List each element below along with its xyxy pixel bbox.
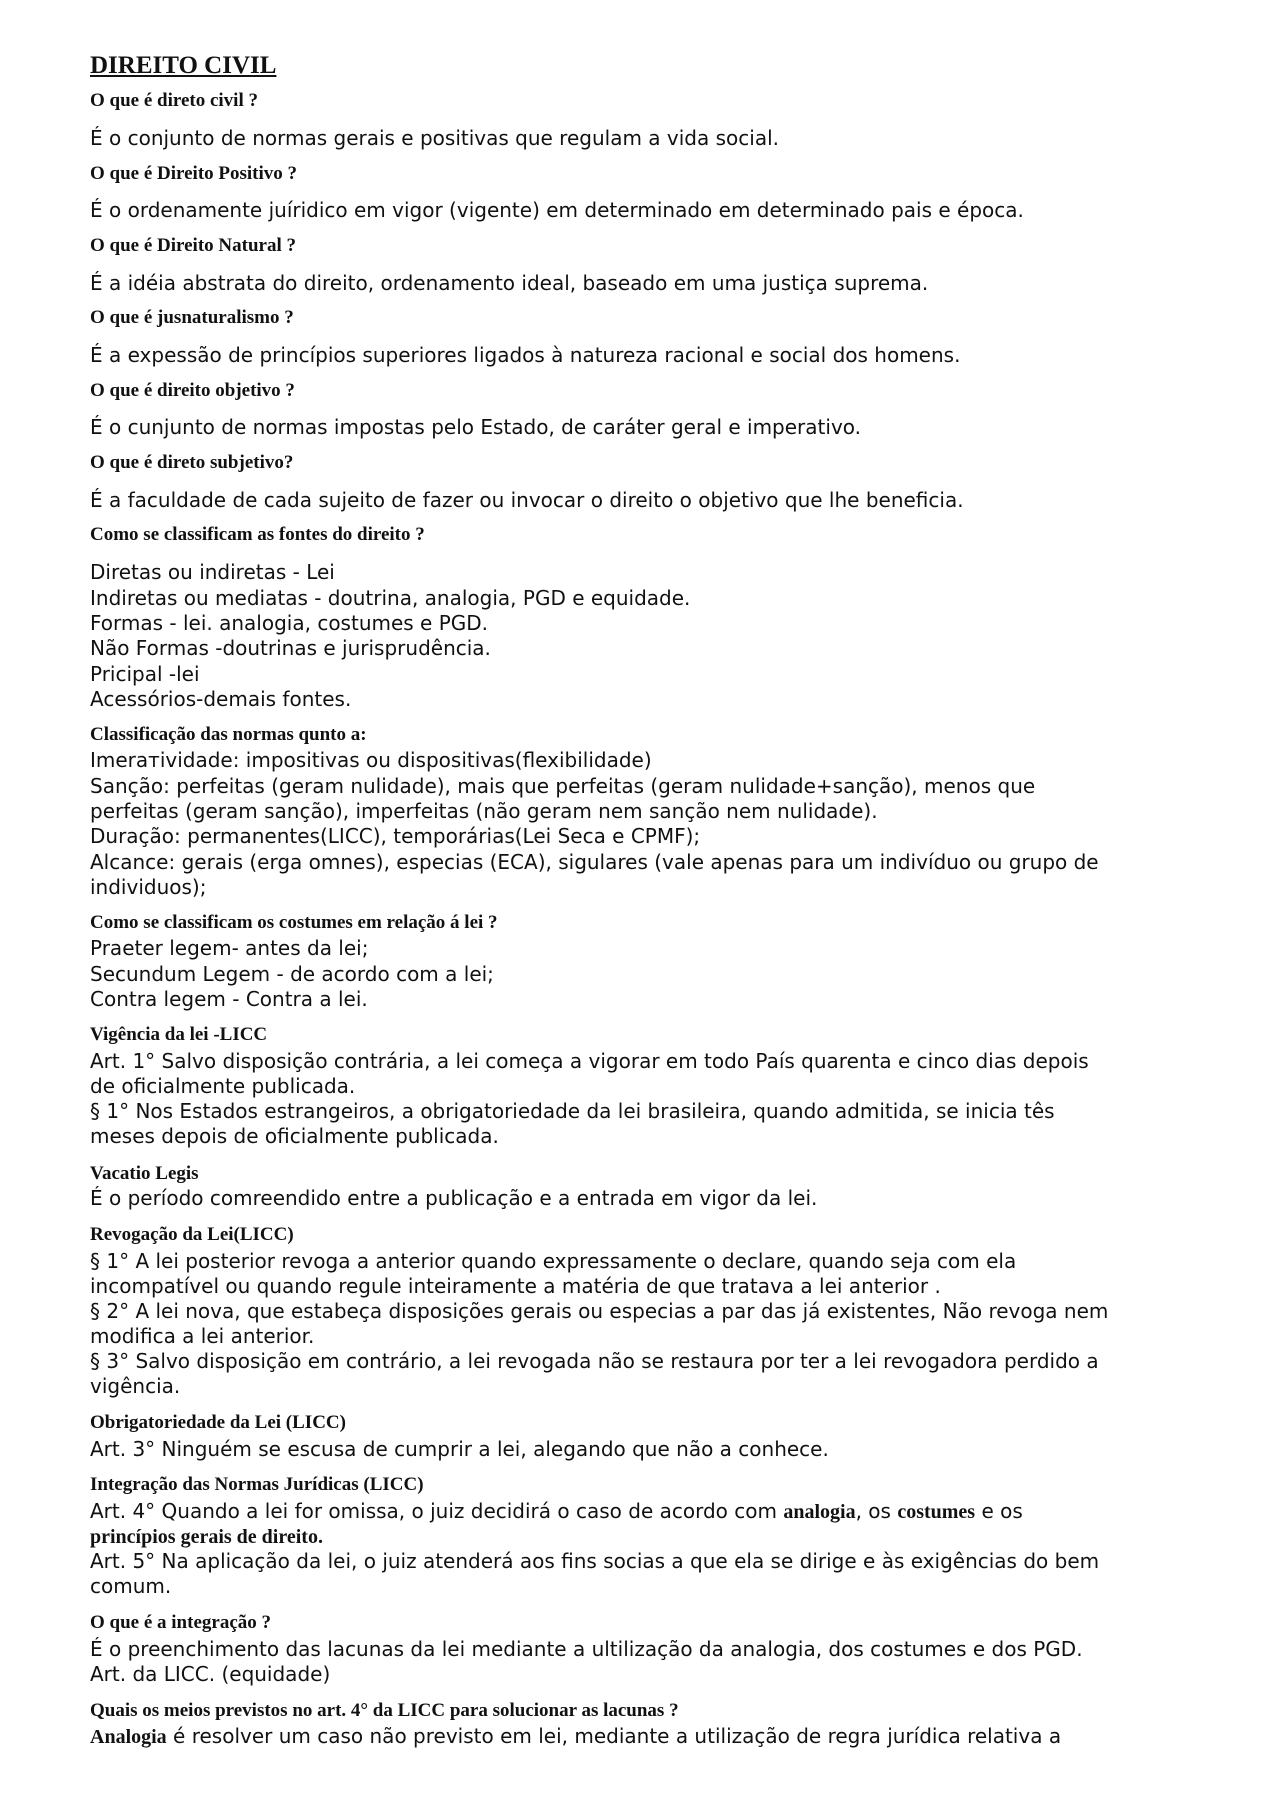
answer-text: É o cunjunto de normas impostas pelo Estado, de caráter geral e imperativo. <box>90 415 862 439</box>
answer-line: vigência. <box>90 1374 181 1398</box>
question-heading: Como se classificam as fontes do direito ? <box>90 524 425 545</box>
answer-text: Art. 3° Ninguém se escusa de cumprir a lei, alegando que não a conhece. <box>90 1437 829 1461</box>
answer-line: Indiretas ou mediatas - doutrina, analogia, PGD e equidade. <box>90 586 691 610</box>
answer-line: Formas - lei. analogia, costumes e PGD. <box>90 611 489 635</box>
answer-line: Pricipal -lei <box>90 662 200 686</box>
answer-line <box>90 1724 1061 1749</box>
question-heading: O que é Direito Positivo ? <box>90 163 298 184</box>
answer-line: Praeter legem- antes da lei; <box>90 936 369 960</box>
document-title: DIREITO CIVIL <box>90 52 277 79</box>
answer-line: Art. da LICC. (equidade) <box>90 1662 331 1686</box>
answer-line: comum. <box>90 1574 172 1598</box>
answer-line: § 1° A lei posterior revoga a anterior quando expressamente o declare, quando seja com ela <box>90 1249 1017 1273</box>
emphasis-principios: princípios gerais de direito. <box>90 1526 323 1548</box>
answer-line: Sanção: perfeitas (geram nulidade), mais que perfeitas (geram nulidade+sanção), menos que <box>90 774 1036 798</box>
answer-line: perfeitas (geram sanção), imperfeitas (não geram nem sanção nem nulidade). <box>90 799 878 823</box>
question-heading: O que é a integração ? <box>90 1612 272 1633</box>
question-heading: O que é Direito Natural ? <box>90 235 296 256</box>
question-heading: O que é direto subjetivo? <box>90 452 294 473</box>
answer-text: É a faculdade de cada sujeito de fazer ou invocar o direito o objetivo que lhe beneficia. <box>90 488 964 512</box>
answer-line <box>90 1524 323 1549</box>
text-run: e os <box>975 1499 1023 1523</box>
answer-line: Diretas ou indiretas - Lei <box>90 560 335 584</box>
answer-line: Art. 5° Na aplicação da lei, o juiz atenderá aos fins socias a que ela se dirige e às exigências do bem <box>90 1549 1100 1573</box>
answer-text: É o conjunto de normas gerais e positivas que regulam a vida social. <box>90 126 779 150</box>
text-run: , os <box>855 1499 898 1523</box>
answer-line: incompatível ou quando regule inteiramente a matéria de que tratava a lei anterior . <box>90 1274 941 1298</box>
answer-line: modifica a lei anterior. <box>90 1324 315 1348</box>
answer-line: Imerатividade: impositivas ou dispositivas(flexibilidade) <box>90 748 652 772</box>
answer-line <box>90 1499 1023 1524</box>
answer-line: Acessórios-demais fontes. <box>90 687 352 711</box>
question-heading: Vacatio Legis <box>90 1163 199 1184</box>
answer-text: É a idéia abstrata do direito, ordenamento ideal, baseado em uma justiça suprema. <box>90 271 929 295</box>
question-heading: Obrigatoriedade da Lei (LICC) <box>90 1412 346 1433</box>
text-run: é resolver um caso não previsto em lei, mediante a utilização de regra jurídica relativa a <box>166 1724 1062 1748</box>
answer-text: É o ordenamente juíridico em vigor (vigente) em determinado em determinado pais e época. <box>90 198 1024 222</box>
answer-line: § 1° Nos Estados estrangeiros, a obrigatoriedade da lei brasileira, quando admitida, se inicia tês <box>90 1099 1055 1123</box>
question-heading: O que é jusnaturalismo ? <box>90 307 294 328</box>
question-heading: Integração das Normas Jurídicas (LICC) <box>90 1474 424 1495</box>
answer-line: Secundum Legem - de acordo com a lei; <box>90 962 494 986</box>
question-heading: Vigência da lei -LICC <box>90 1024 268 1045</box>
answer-line: Contra legem - Contra a lei. <box>90 987 368 1011</box>
answer-text: É o período comreendido entre a publicação e a entrada em vigor da lei. <box>90 1186 818 1210</box>
question-heading: Como se classificam os costumes em relação á lei ? <box>90 912 498 933</box>
emphasis-costumes: costumes <box>897 1501 976 1523</box>
answer-line: Duração: permanentes(LICC), temporárias(Lei Seca e CPMF); <box>90 824 701 848</box>
answer-line: Art. 1° Salvo disposição contrária, a lei começa a vigorar em todo País quarenta e cinco dias depois <box>90 1049 1089 1073</box>
question-heading: O que é direito objetivo ? <box>90 380 295 401</box>
text-run: Art. 4° Quando a lei for omissa, o juiz decidirá o caso de acordo com <box>90 1499 784 1523</box>
answer-line: É o preenchimento das lacunas da lei mediante a ultilização da analogia, dos costumes e dos PGD. <box>90 1637 1083 1661</box>
question-heading: Revogação da Lei(LICC) <box>90 1224 294 1245</box>
emphasis-analogia: Analogia <box>90 1726 167 1748</box>
answer-line: Não Formas -doutrinas e jurisprudência. <box>90 636 491 660</box>
answer-line: individuos); <box>90 875 207 899</box>
question-heading: Quais os meios previstos no art. 4° da LICC para solucionar as lacunas ? <box>90 1700 679 1721</box>
answer-line: Alcance: gerais (erga omnes), especias (ECA), sigulares (vale apenas para um indivíduo ou grupo de <box>90 850 1099 874</box>
emphasis-analogia: analogia <box>783 1501 856 1523</box>
answer-line: de oficialmente publicada. <box>90 1074 356 1098</box>
answer-line: meses depois de oficialmente publicada. <box>90 1124 499 1148</box>
question-heading: O que é direto civil ? <box>90 90 258 111</box>
answer-line: § 2° A lei nova, que estabeça disposições gerais ou especias a par das já existentes, Não revoga nem <box>90 1299 1109 1323</box>
answer-line: § 3° Salvo disposição em contrário, a lei revogada não se restaura por ter a lei revogadora perdido a <box>90 1349 1099 1373</box>
question-heading: Classificação das normas qunto a: <box>90 724 367 745</box>
answer-text: É a expessão de princípios superiores ligados à natureza racional e social dos homens. <box>90 343 961 367</box>
